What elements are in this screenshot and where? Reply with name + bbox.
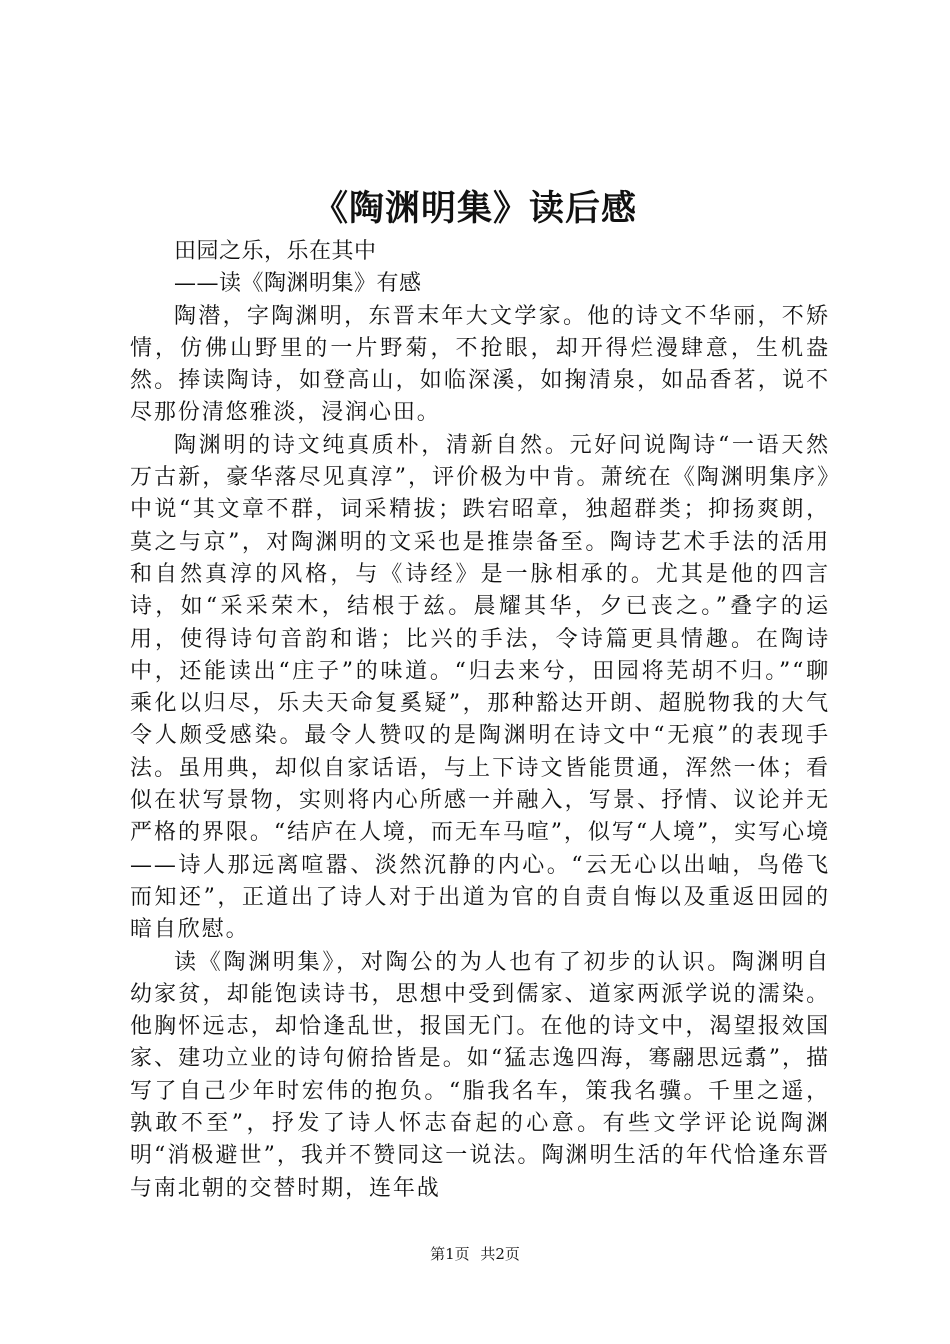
subtitle-line-2: ——读《陶渊明集》有感 [174, 271, 422, 297]
paragraph: 读《陶渊明集》，对陶公的为人也有了初步的认识。陶渊明自幼家贫，却能饱读诗书，思想中受到儒家、道家两派学说的濡染。他胸怀远志，却恰逢乱世，报国无门。在他的诗文中，渴望报效国家、建功立业的诗句俯拾皆是。如“猛志逸四海，骞翮思远翥”，描写了自己少年时宏伟的抱负。“脂我名车，策我名骥。千里之遥，孰敢不至”，抒发了诗人怀志奋起的心意。有些文学评论说陶渊明“消极避世”，我并不赞同这一说法。陶渊明生活的年代恰逢东晋与南北朝的交替时期，连年战 [130, 949, 830, 1201]
paragraph: 陶渊明的诗文纯真质朴，清新自然。元好问说陶诗“一语天然万古新，豪华落尽见真淳”，评价极为中肯。萧统在《陶渊明集序》中说“其文章不群，词采精拔；跌宕昭章，独超群类；抑扬爽朗，莫之与京”，对陶渊明的文采也是推崇备至。陶诗艺术手法的活用和自然真淳的风格，与《诗经》是一脉相承的。尤其是他的四言诗，如“采采荣木，结根于兹。晨耀其华，夕已丧之。”叠字的运用，使得诗句音韵和谐；比兴的手法，令诗篇更具情趣。在陶诗中，还能读出“庄子”的味道。“归去来兮，田园将芜胡不归。”“聊乘化以归尽，乐夫天命复奚疑”，那种豁达开朗、超脱物我的大气令人颇受感染。最令人赞叹的是陶渊明在诗文中“无痕”的表现手法。虽用典，却似自家话语，与上下诗文皆能贯通，浑然一体；看似在状写景物，实则将内心所感一并融入，写景、抒情、议论并无严格的界限。“结庐在人境，而无车马喧”，似写“人境”，实写心境——诗人那远离喧嚣、淡然沉静的内心。“云无心以出岫，鸟倦飞而知还”，正道出了诗人对于出道为官的自责自悔以及重返田园的暗自欣慰。 [130, 432, 830, 943]
document-body [130, 236, 830, 1205]
page-count: 共2页 [480, 1245, 520, 1263]
subtitle-line-1: 田园之乐，乐在其中 [174, 239, 377, 264]
page-footer [0, 1244, 950, 1264]
paragraph: 陶潜，字陶渊明，东晋末年大文学家。他的诗文不华丽，不矫情，仿佛山野里的一片野菊，不抢眼，却开得烂漫肆意，生机盎然。捧读陶诗，如登高山，如临深溪，如掬清泉，如品香茗，说不尽那份清悠雅淡，浸润心田。 [130, 303, 830, 426]
document-title: 《陶渊明集》读后感 [312, 189, 637, 229]
page-number: 第1页 [430, 1245, 470, 1263]
